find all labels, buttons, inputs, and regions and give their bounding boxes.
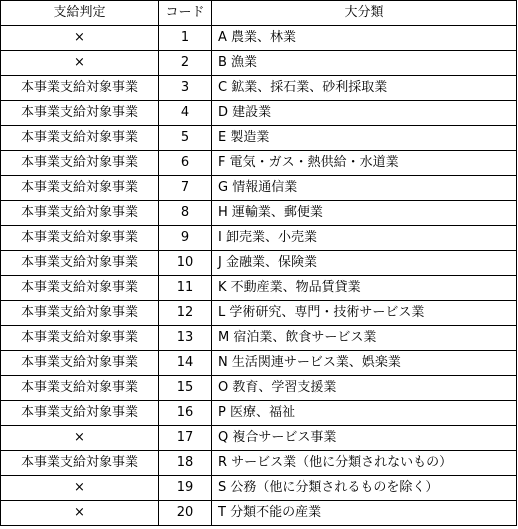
payment-judgment-cell: 本事業支給対象事業 bbox=[1, 151, 159, 176]
table-row bbox=[1, 251, 517, 276]
table-row bbox=[1, 226, 517, 251]
major-category-cell: I 卸売業、小売業 bbox=[212, 226, 517, 251]
major-category-cell: M 宿泊業、飲食サービス業 bbox=[212, 326, 517, 351]
major-category-cell: L 学術研究、専門・技術サービス業 bbox=[212, 301, 517, 326]
payment-judgment-cell: × bbox=[1, 426, 159, 451]
code-cell: 6 bbox=[159, 151, 212, 176]
major-category-cell: N 生活関連サービス業、娯楽業 bbox=[212, 351, 517, 376]
code-cell: 14 bbox=[159, 351, 212, 376]
table-row bbox=[1, 176, 517, 201]
table-row bbox=[1, 376, 517, 401]
major-category-cell: D 建設業 bbox=[212, 101, 517, 126]
payment-judgment-cell: 本事業支給対象事業 bbox=[1, 401, 159, 426]
payment-judgment-cell: 本事業支給対象事業 bbox=[1, 451, 159, 476]
code-cell: 1 bbox=[159, 26, 212, 51]
code-cell: 15 bbox=[159, 376, 212, 401]
major-category-cell: B 漁業 bbox=[212, 51, 517, 76]
table-row bbox=[1, 301, 517, 326]
code-cell: 10 bbox=[159, 251, 212, 276]
payment-judgment-cell: 本事業支給対象事業 bbox=[1, 276, 159, 301]
payment-judgment-cell: 本事業支給対象事業 bbox=[1, 76, 159, 101]
table-row bbox=[1, 476, 517, 501]
major-category-cell: P 医療、福祉 bbox=[212, 401, 517, 426]
major-category-cell: T 分類不能の産業 bbox=[212, 501, 517, 526]
code-cell: 8 bbox=[159, 201, 212, 226]
code-cell: 4 bbox=[159, 101, 212, 126]
major-category-cell: F 電気・ガス・熱供給・水道業 bbox=[212, 151, 517, 176]
code-cell: 12 bbox=[159, 301, 212, 326]
code-cell: 5 bbox=[159, 126, 212, 151]
major-category-cell: Q 複合サービス事業 bbox=[212, 426, 517, 451]
table-row bbox=[1, 351, 517, 376]
payment-judgment-cell: × bbox=[1, 51, 159, 76]
payment-judgment-cell: × bbox=[1, 476, 159, 501]
major-category-cell: E 製造業 bbox=[212, 126, 517, 151]
payment-judgment-cell: 本事業支給対象事業 bbox=[1, 351, 159, 376]
code-cell: 16 bbox=[159, 401, 212, 426]
code-cell: 18 bbox=[159, 451, 212, 476]
code-cell: 17 bbox=[159, 426, 212, 451]
major-category-cell: R サービス業（他に分類されないもの） bbox=[212, 451, 517, 476]
payment-judgment-cell: 本事業支給対象事業 bbox=[1, 326, 159, 351]
table-row bbox=[1, 451, 517, 476]
table-row bbox=[1, 401, 517, 426]
code-cell: 3 bbox=[159, 76, 212, 101]
table-row bbox=[1, 101, 517, 126]
code-cell: 11 bbox=[159, 276, 212, 301]
major-category-cell: G 情報通信業 bbox=[212, 176, 517, 201]
payment-judgment-cell: 本事業支給対象事業 bbox=[1, 176, 159, 201]
table-row bbox=[1, 26, 517, 51]
major-category-cell: O 教育、学習支援業 bbox=[212, 376, 517, 401]
payment-judgment-cell: 本事業支給対象事業 bbox=[1, 301, 159, 326]
table-row bbox=[1, 76, 517, 101]
code-cell: 2 bbox=[159, 51, 212, 76]
table-row bbox=[1, 326, 517, 351]
table-row bbox=[1, 126, 517, 151]
code-cell: 9 bbox=[159, 226, 212, 251]
payment-judgment-cell: 本事業支給対象事業 bbox=[1, 376, 159, 401]
major-category-cell: K 不動産業、物品賃貸業 bbox=[212, 276, 517, 301]
major-category-cell: H 運輸業、郵便業 bbox=[212, 201, 517, 226]
payment-judgment-cell: 本事業支給対象事業 bbox=[1, 226, 159, 251]
header-code: コード bbox=[159, 1, 212, 26]
header-payment-judgment: 支給判定 bbox=[1, 1, 159, 26]
table-row bbox=[1, 426, 517, 451]
table-row bbox=[1, 151, 517, 176]
code-cell: 19 bbox=[159, 476, 212, 501]
table-row bbox=[1, 51, 517, 76]
major-category-cell: A 農業、林業 bbox=[212, 26, 517, 51]
payment-judgment-cell: 本事業支給対象事業 bbox=[1, 126, 159, 151]
payment-judgment-cell: 本事業支給対象事業 bbox=[1, 201, 159, 226]
header-major-category: 大分類 bbox=[212, 1, 517, 26]
table-body bbox=[1, 26, 517, 526]
major-category-cell: C 鉱業、採石業、砂利採取業 bbox=[212, 76, 517, 101]
table-header-row bbox=[1, 1, 517, 26]
code-cell: 20 bbox=[159, 501, 212, 526]
table-row bbox=[1, 276, 517, 301]
payment-judgment-cell: × bbox=[1, 501, 159, 526]
major-category-cell: J 金融業、保険業 bbox=[212, 251, 517, 276]
table-row bbox=[1, 501, 517, 526]
payment-judgment-cell: 本事業支給対象事業 bbox=[1, 101, 159, 126]
code-cell: 13 bbox=[159, 326, 212, 351]
code-cell: 7 bbox=[159, 176, 212, 201]
payment-judgment-cell: 本事業支給対象事業 bbox=[1, 251, 159, 276]
major-category-cell: S 公務（他に分類されるものを除く） bbox=[212, 476, 517, 501]
table-row bbox=[1, 201, 517, 226]
payment-judgment-cell: × bbox=[1, 26, 159, 51]
